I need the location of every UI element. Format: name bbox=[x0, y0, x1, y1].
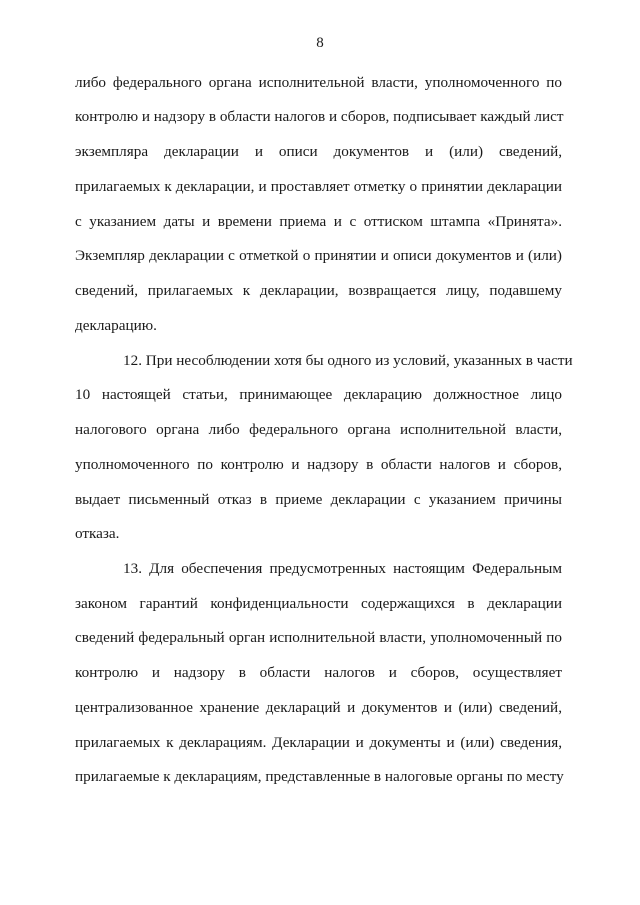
text-line: налогового органа либо федерального органа исполнительной власти, bbox=[75, 421, 562, 438]
text-line: законом гарантий конфиденциальности содержащихся в декларации bbox=[75, 595, 562, 612]
text-line: выдает письменный отказ в приеме декларации с указанием причины bbox=[75, 491, 562, 508]
text-line: 10 настоящей статьи, принимающее декларацию должностное лицо bbox=[75, 386, 562, 403]
text-line: сведений, прилагаемых к декларации, возвращается лицу, подавшему bbox=[75, 282, 562, 299]
text-line: контролю и надзору в области налогов и сборов, подписывает каждый лист bbox=[75, 108, 564, 125]
text-line: уполномоченного по контролю и надзору в области налогов и сборов, bbox=[75, 456, 562, 473]
text-line: 13. Для обеспечения предусмотренных настоящим Федеральным bbox=[123, 560, 562, 577]
text-line: прилагаемые к декларациям, представленные в налоговые органы по месту bbox=[75, 768, 564, 785]
text-line: 12. При несоблюдении хотя бы одного из условий, указанных в части bbox=[123, 352, 573, 369]
text-line: прилагаемых к декларации, и проставляет отметку о принятии декларации bbox=[75, 178, 562, 195]
text-line: сведений федеральный орган исполнительной власти, уполномоченный по bbox=[75, 629, 562, 646]
text-line: Экземпляр декларации с отметкой о принятии и описи документов и (или) bbox=[75, 247, 562, 264]
text-line: экземпляра декларации и описи документов и (или) сведений, bbox=[75, 143, 562, 160]
text-line: либо федерального органа исполнительной власти, уполномоченного по bbox=[75, 74, 562, 91]
text-line: прилагаемых к декларациям. Декларации и документы и (или) сведения, bbox=[75, 734, 562, 751]
text-line: контролю и надзору в области налогов и сборов, осуществляет bbox=[75, 664, 562, 681]
text-line: с указанием даты и времени приема и с оттиском штампа «Принята». bbox=[75, 213, 562, 230]
page-number: 8 bbox=[316, 35, 324, 51]
text-line: декларацию. bbox=[75, 317, 157, 334]
text-line: отказа. bbox=[75, 525, 120, 542]
text-line: централизованное хранение деклараций и документов и (или) сведений, bbox=[75, 699, 562, 716]
